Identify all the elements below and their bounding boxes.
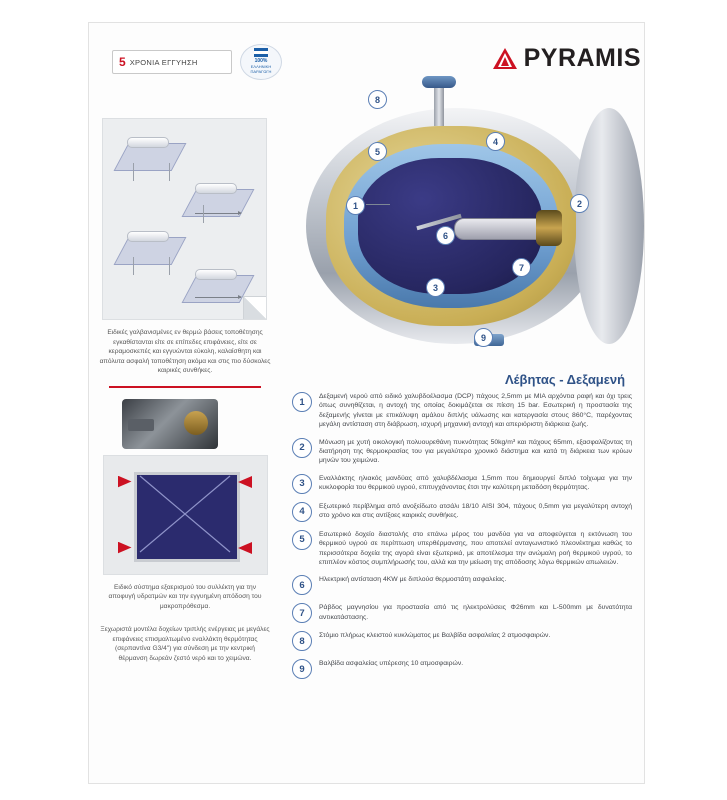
- tank-cutaway-illustration: [286, 82, 638, 372]
- legend-text: Εναλλάκτης ηλιακός μανδύας από χαλυβδέλασμα 1,5mm που δημιουργεί διπλό τοίχωμα για την κυκλοφορία του θερμικού υγρού, επιτυγχάνοντας έτσι την καλύτερη μεταδόση θερμότητας.: [319, 474, 632, 492]
- fitting-body: [122, 399, 218, 449]
- legend-text: Εξωτερικό περίβλημα από ανοξείδωτο ατσάλι 18/10 AISI 304, πάχους 0,5mm για μεγαλύτερη αντοχή στο χρόνο και στις αντίξοες καιρικές συνθήκες.: [319, 502, 632, 520]
- made-in-greece-badge: [240, 44, 282, 80]
- shell-end-cap: [574, 108, 644, 344]
- divider: [109, 386, 261, 388]
- collector-diagram: [103, 455, 268, 575]
- top-valve-cap: [422, 76, 456, 88]
- legend-text: Βαλβίδα ασφαλείας υπέρεσης 10 ατμοσφαιρών.: [319, 660, 464, 668]
- legend-number: 2: [292, 438, 312, 458]
- callout-7: 7: [512, 258, 531, 277]
- legend-text: Στόμιο πλήρως κλειστού κυκλώματος με Βαλβίδα ασφαλείας 2 ατμοσφαιρών.: [319, 632, 551, 640]
- mount-photo-4: [111, 271, 261, 315]
- list-item: [292, 603, 632, 623]
- legend-text: Δεξαμενή νερού από ειδικό χαλυβδοέλασμα (DCP) πάχους 2,5mm με ΜΙΑ αρχόντια ραφή και όχι τρεις όπως συνηθίζεται, η αντοχή της οποίας δοκιμάζεται σε πίεση 15 bar. Εσωτερική η προστασία της δεξαμενής γίνεται με επικάλυψη αμάλου διπλής υάλωσης και κατεργασία στους 860°C, παρέχοντας μεγάλη αντίσταση στη διάβρωση, ισχυρή μηχανική αντοχή και απεριόριστη διάρκεια ζωής.: [319, 393, 632, 429]
- list-item: [292, 502, 632, 522]
- mount-photo-3: [111, 229, 261, 273]
- greek-flag-icon: [254, 48, 268, 57]
- brand-name: PYRAMIS: [523, 44, 641, 72]
- callout-5: 5: [368, 142, 387, 161]
- callout-1: 1: [346, 196, 365, 215]
- heater-flange: [536, 210, 562, 246]
- legend-text: Μόνωση με χυτή οικολογική πολυουρεθάνη πυκνότητας 50kg/m³ και πάχους 65mm, εξασφαλίζοντας τη διατήρηση της θερμοκρασίας του για μεγαλύτερο χρονικό διάστημα και κατά τη διάρκεια των κρύων μηνών του χειμώνα.: [319, 438, 632, 465]
- lead-1: [366, 204, 390, 205]
- pyramis-logo-icon: [492, 47, 518, 71]
- legend-text: Εσωτερικό δοχείο διαστολής στο επάνω μέρος του μανδύα για να αποφεύγεται η εκτόνωση του θερμικού υγρού σε περίπτωση υπερθέρμανσης, που αποτελεί ανταγωνιστικό πλεονέκτημα καθώς το περισσότερα δοχεία της αγορά είναι εξωτερικά, με αποτέλεσμα την ανώμαλη ροή θερμικού υγρού, το επιπλέον κόστος συμπλήρωσής του, αλλά και την μείωση της απόδοσης λόγω θερμικών απωλειών.: [319, 530, 632, 567]
- callout-9: 9: [474, 328, 493, 347]
- warranty-label: ΧΡΟΝΙΑ ΕΓΓΥΗΣΗ: [129, 57, 198, 67]
- legend-title: Λέβητας - Δεξαμενή: [505, 372, 626, 387]
- legend-number: 1: [292, 392, 312, 412]
- legend-text: Ράβδος μαγνησίου για προστασία από τις ηλεκτρολύσεις Φ26mm και L-500mm με δυνατότητα αντικατάστασης.: [319, 604, 632, 621]
- fitting-bolt: [128, 419, 154, 431]
- list-item: [292, 631, 632, 651]
- callout-4: 4: [486, 132, 505, 151]
- legend-number: 4: [292, 502, 312, 522]
- fitting-brass-ring: [184, 411, 208, 435]
- legend-number: 3: [292, 474, 312, 494]
- callout-8: 8: [368, 90, 387, 109]
- legend-number: 5: [292, 530, 312, 550]
- callout-2: 2: [570, 194, 589, 213]
- callout-6: 6: [436, 226, 455, 245]
- list-item: [292, 575, 632, 595]
- collector-cross-lines: [104, 456, 267, 574]
- badge-line1: 100%: [254, 58, 268, 64]
- callout-3: 3: [426, 278, 445, 297]
- list-item: [292, 530, 632, 568]
- list-item: [292, 474, 632, 494]
- top-nipple: [434, 82, 444, 126]
- list-item: [292, 659, 632, 679]
- legend-number: 9: [292, 659, 312, 679]
- warranty-badge: [112, 50, 232, 74]
- caption-triple-energy: Ξεχωριστά μοντέλα δοχείων τριπλής ενέργειας με μεγάλες επιφάνειες επισμαλτωμένο εναλλάκτη θερμότητας (σερπαντίνα G3/4") για σύνδεση με την κεντρική θέρμανση δωρεάν ζεστό νερό και το χειμώνα.: [100, 626, 270, 662]
- badge-line2: ΕΛΛΗΝΙΚΗ ΠΑΡΑΓΩΓΗ: [250, 64, 272, 74]
- legend-number: 6: [292, 575, 312, 595]
- left-column: [92, 118, 278, 663]
- mount-photo-1: [111, 133, 261, 177]
- caption-mounting: Ειδικές γαλβανισμένες εν θερμώ βάσεις τοποθέτησης εγκαθίστανται είτε σε επίπεδες επιφάνειες, είτε σε κεραμοσκεπές και εγγυώνται εύκολη, καλαίσθητη και απόλυτα ασφαλή τοποθέτηση ακόμα και στις πιο δύσκολες καιρικές συνθήκες.: [99, 329, 271, 374]
- mount-photo-2: [111, 181, 261, 225]
- list-item: [292, 392, 632, 430]
- mounting-photos: [102, 118, 267, 320]
- list-item: [292, 438, 632, 466]
- brand-logo: [492, 44, 641, 73]
- legend-text: Ηλεκτρική αντίσταση 4KW με διπλούσ θερμοστάτη ασφαλείας.: [319, 576, 507, 584]
- page-fold-icon: [243, 296, 266, 319]
- legend-number: 7: [292, 603, 312, 623]
- vent-fitting-photo: [104, 397, 267, 451]
- warranty-years: 5: [119, 55, 126, 69]
- caption-vent: Ειδικό σύστημα εξαερισμού του συλλέκτη για την αποφυγή υδρατμών και την εγγυημένη απόδοση του μακροπρόθεσμα.: [108, 583, 262, 610]
- legend-list: [292, 392, 632, 687]
- legend-number: 8: [292, 631, 312, 651]
